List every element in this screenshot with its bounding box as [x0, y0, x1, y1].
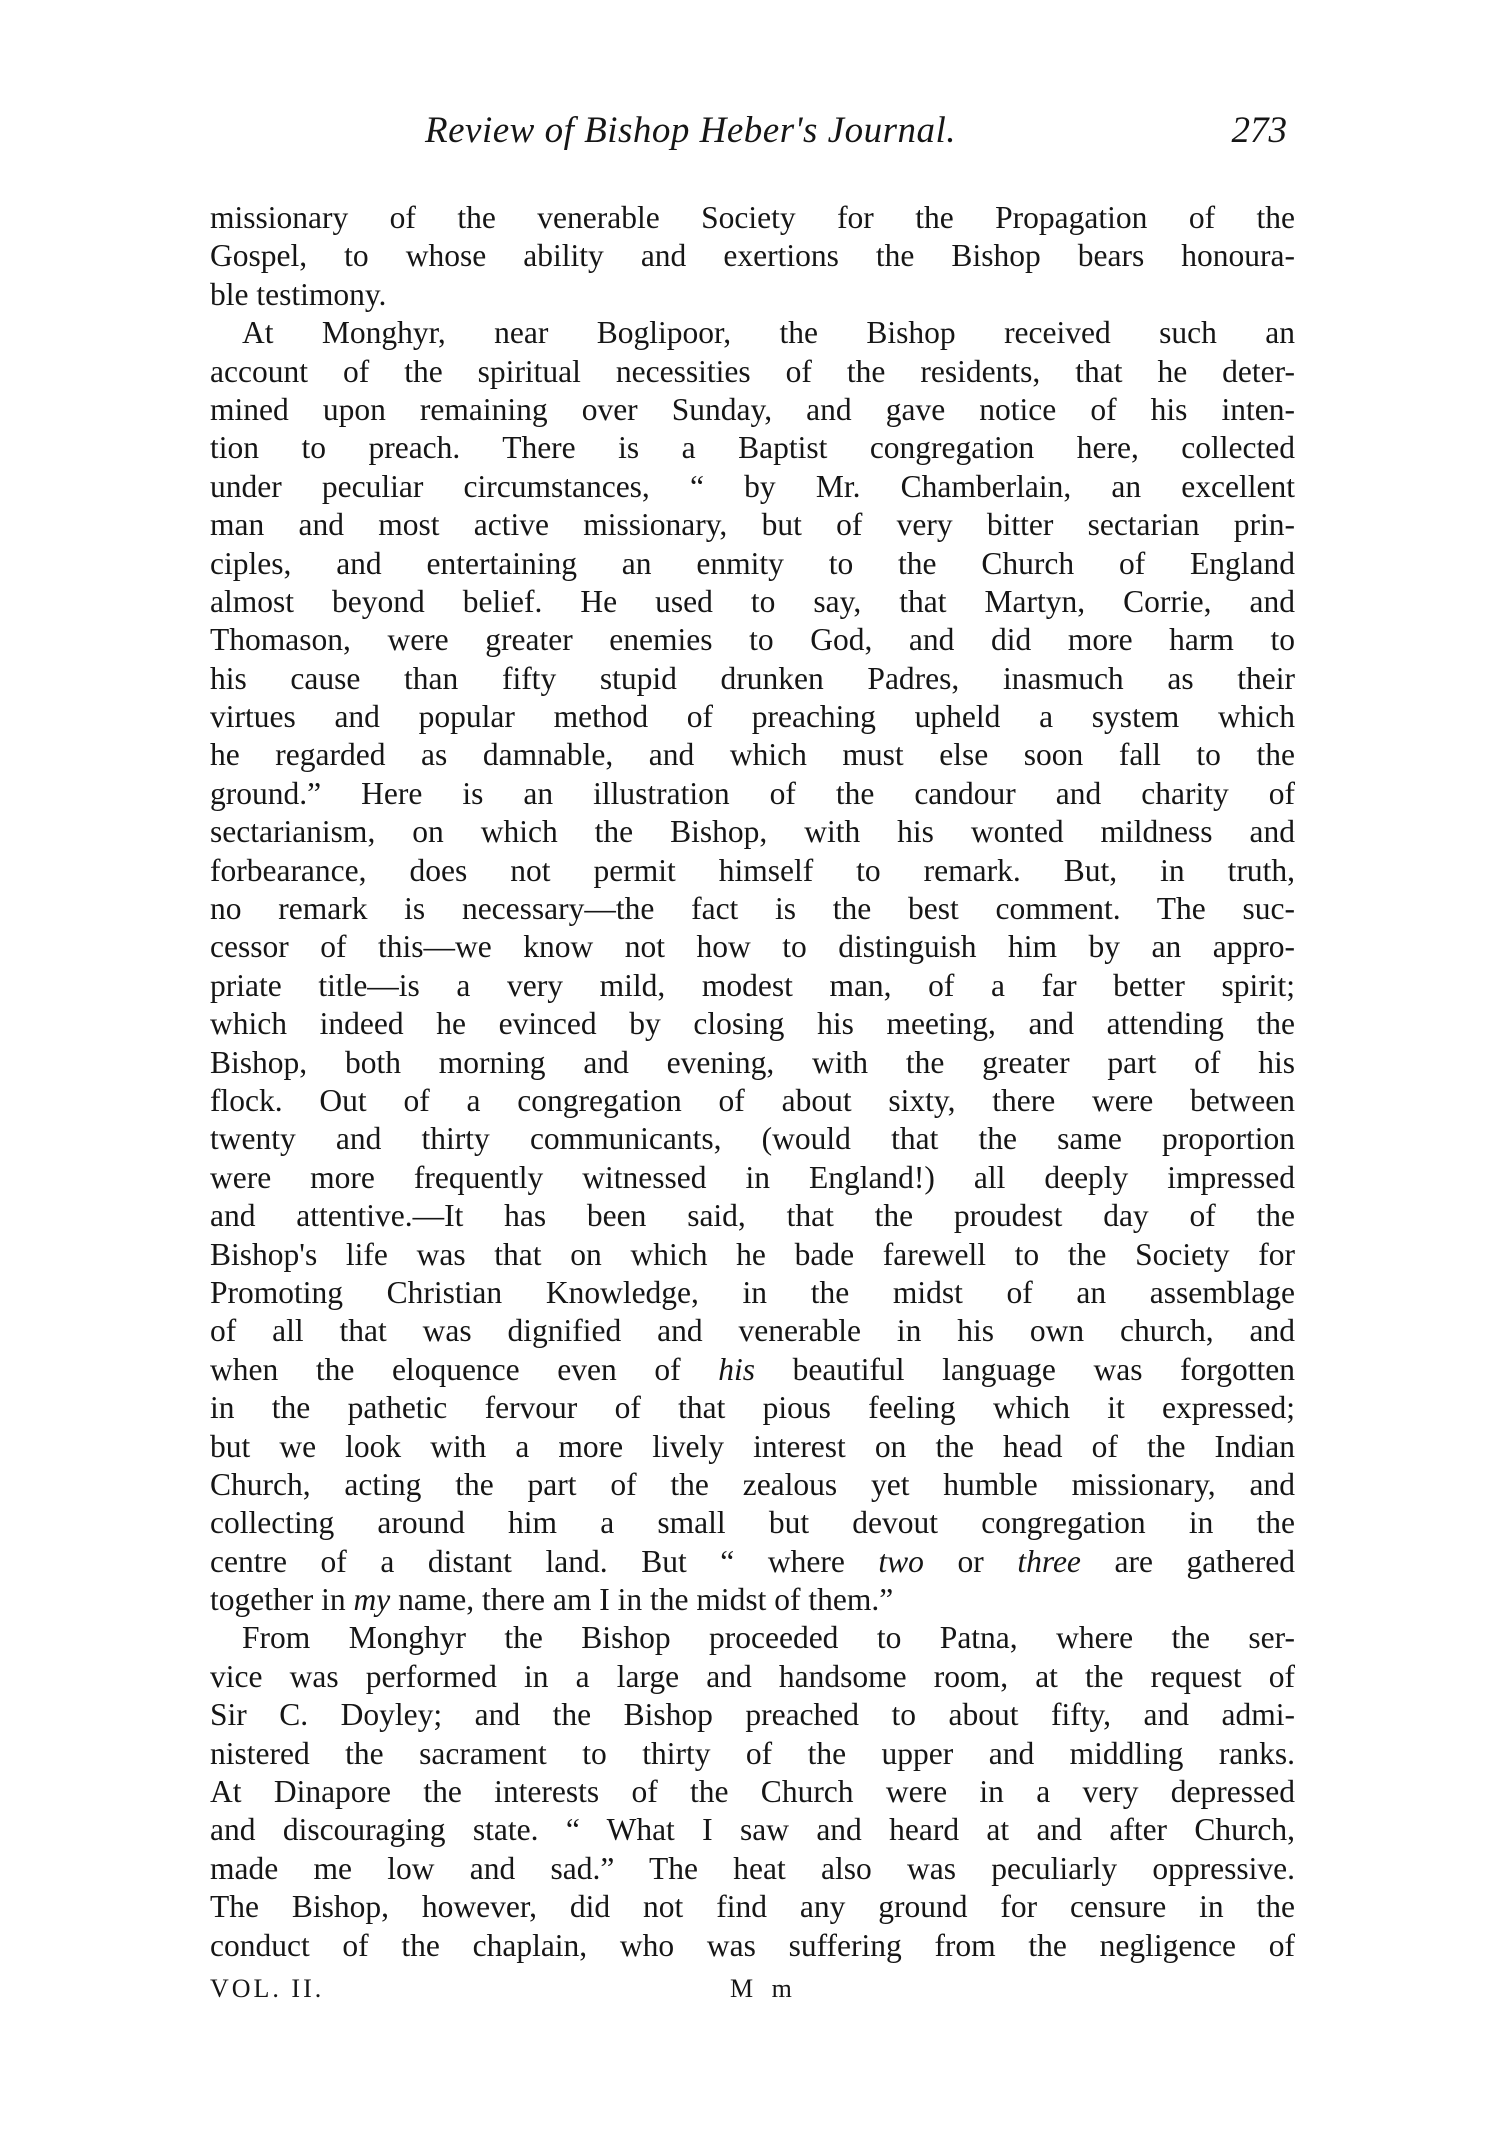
italic-emphasis: two: [878, 1543, 924, 1579]
text-line: ciples, and entertaining an enmity to the Church of England: [210, 545, 1295, 581]
running-title: Review of Bishop Heber's Journal.: [425, 110, 957, 151]
text-line: mined upon remaining over Sunday, and gave notice of his inten-: [210, 391, 1295, 427]
text-line: twenty and thirty communicants, (would that the same proportion: [210, 1121, 1295, 1157]
text-line: forbearance, does not permit himself to remark. But, in truth,: [210, 852, 1295, 888]
text-line: sectarianism, on which the Bishop, with his wonted mildness and: [210, 814, 1295, 850]
text-line: but we look with a more lively interest on the head of the Indian: [210, 1428, 1295, 1464]
text-line: [210, 1351, 1295, 1389]
text-line: At Monghyr, near Boglipoor, the Bishop received such an: [242, 315, 1295, 351]
body-text: [210, 199, 1295, 1965]
text-line: Gospel, to whose ability and exertions the Bishop bears honoura-: [210, 238, 1295, 274]
text-line: of all that was dignified and venerable in his own church, and: [210, 1313, 1295, 1349]
text-line: Thomason, were greater enemies to God, and did more harm to: [210, 622, 1295, 658]
text-segment: beautiful language was forgotten: [754, 1351, 1295, 1387]
text-line: cessor of this—we know not how to distinguish him by an appro-: [210, 929, 1295, 965]
text-line: [210, 1543, 1295, 1581]
page-number: 273: [1231, 110, 1287, 151]
text-line: From Monghyr the Bishop proceeded to Patna, where the ser-: [242, 1620, 1295, 1656]
gathering-signature: M m: [730, 1973, 798, 2003]
text-line: in the pathetic fervour of that pious feeling which it expressed;: [210, 1390, 1295, 1426]
text-line: [210, 1581, 1295, 1619]
text-segment: together in: [210, 1582, 354, 1618]
volume-signature: VOL. II.: [210, 1973, 325, 2003]
text-segment: are gathered: [1080, 1543, 1295, 1579]
book-page: [210, 105, 1295, 2009]
text-line: The Bishop, however, did not find any ground for censure in the: [210, 1889, 1295, 1925]
text-line: made me low and sad.” The heat also was peculiarly oppressive.: [210, 1850, 1295, 1886]
text-line: flock. Out of a congregation of about sixty, there were between: [210, 1082, 1295, 1118]
text-line: no remark is necessary—the fact is the best comment. The suc-: [210, 891, 1295, 927]
text-line: ble testimony.: [210, 276, 387, 312]
text-line: man and most active missionary, but of very bitter sectarian prin-: [210, 507, 1295, 543]
running-head: [210, 105, 1295, 157]
text-line: nistered the sacrament to thirty of the upper and middling ranks.: [210, 1735, 1295, 1771]
text-line: and attentive.—It has been said, that the proudest day of the: [210, 1198, 1295, 1234]
text-line: account of the spiritual necessities of the residents, that he deter-: [210, 353, 1295, 389]
text-line: conduct of the chaplain, who was suffering from the negligence of: [210, 1927, 1295, 1963]
text-line: At Dinapore the interests of the Church were in a very depressed: [210, 1774, 1295, 1810]
text-line: ground.” Here is an illustration of the candour and charity of: [210, 775, 1295, 811]
text-line: which indeed he evinced by closing his meeting, and attending the: [210, 1006, 1295, 1042]
text-segment: when the eloquence even of: [210, 1351, 719, 1387]
text-segment: name, there am I in the midst of them.”: [390, 1582, 894, 1618]
text-line: Sir C. Doyley; and the Bishop preached to about fifty, and admi-: [210, 1697, 1295, 1733]
italic-emphasis: my: [353, 1582, 391, 1618]
text-line: Promoting Christian Knowledge, in the midst of an assemblage: [210, 1274, 1295, 1310]
text-segment: centre of a distant land. But “ where: [210, 1543, 879, 1579]
text-line: vice was performed in a large and handsome room, at the request of: [210, 1658, 1295, 1694]
italic-emphasis: his: [718, 1351, 755, 1387]
text-line: collecting around him a small but devout congregation in the: [210, 1505, 1295, 1541]
text-line: missionary of the venerable Society for the Propagation of the: [210, 200, 1295, 235]
text-line: tion to preach. There is a Baptist congregation here, collected: [210, 430, 1295, 466]
text-line: Bishop's life was that on which he bade farewell to the Society for: [210, 1236, 1295, 1272]
page-footer: [210, 1969, 1295, 2009]
text-segment: or: [923, 1543, 1018, 1579]
text-line: were more frequently witnessed in England!) all deeply impressed: [210, 1159, 1295, 1195]
text-line: priate title—is a very mild, modest man, of a far better spirit;: [210, 967, 1295, 1003]
text-line: and discouraging state. “ What I saw and heard at and after Church,: [210, 1812, 1295, 1848]
italic-emphasis: three: [1017, 1543, 1081, 1579]
text-line: he regarded as damnable, and which must else soon fall to the: [210, 737, 1295, 773]
text-line: virtues and popular method of preaching upheld a system which: [210, 699, 1295, 735]
text-line: almost beyond belief. He used to say, that Martyn, Corrie, and: [210, 583, 1295, 619]
text-line: Bishop, both morning and evening, with the greater part of his: [210, 1044, 1295, 1080]
text-line: under peculiar circumstances, “ by Mr. Chamberlain, an excellent: [210, 468, 1295, 504]
text-line: his cause than fifty stupid drunken Padres, inasmuch as their: [210, 660, 1295, 696]
text-line: Church, acting the part of the zealous yet humble missionary, and: [210, 1466, 1295, 1502]
